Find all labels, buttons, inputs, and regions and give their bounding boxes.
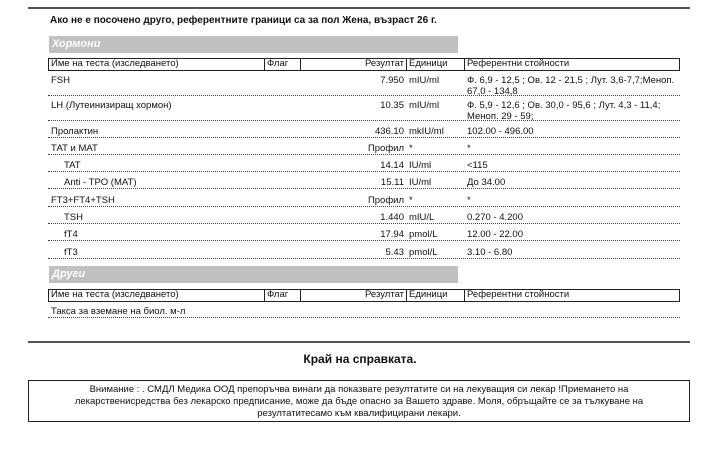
top-divider — [28, 7, 690, 9]
units: pmol/L — [409, 229, 438, 240]
result: 10.35 — [380, 100, 404, 111]
test-name: TAT — [64, 160, 81, 171]
table-row — [48, 175, 680, 189]
units — [406, 306, 464, 317]
result: 17.94 — [380, 229, 404, 240]
report-end: Край на справката. — [303, 352, 417, 366]
col-flag: Флаг — [265, 290, 301, 301]
units: mIU/ml — [409, 100, 440, 111]
units: IU/ml — [409, 177, 432, 188]
table-row — [48, 227, 680, 241]
col-name: Име на теста (изследването) — [49, 290, 265, 301]
result: 7.950 — [380, 75, 404, 86]
result: 5.43 — [385, 247, 404, 258]
flag — [264, 212, 300, 223]
flag — [264, 247, 300, 258]
reference-range: 12.00 - 22.00 — [467, 229, 523, 240]
table-row — [48, 98, 680, 121]
reference-range — [464, 306, 680, 317]
reference-range: 102.00 - 496.00 — [467, 126, 534, 137]
flag — [264, 306, 300, 317]
units: pmol/L — [409, 247, 438, 258]
reference-range: Ф. 6,9 - 12,5 ; Ов. 12 - 21,5 ; Лут. 3,6-7,7;Меноп. 67,0 - 134,8 — [467, 75, 675, 97]
flag — [264, 143, 300, 154]
result: 14.14 — [380, 160, 404, 171]
units: mkIU/ml — [409, 126, 444, 137]
reference-range: * — [467, 195, 471, 206]
section-title-hormones: Хормони — [49, 36, 458, 53]
table-row — [48, 73, 680, 96]
test-name: fT4 — [64, 229, 78, 240]
flag — [264, 195, 300, 206]
flag — [264, 75, 300, 95]
test-name: fT3 — [64, 247, 78, 258]
table-row — [48, 304, 680, 318]
table-row — [48, 141, 680, 155]
result: 436.10 — [374, 126, 404, 137]
flag — [264, 229, 300, 240]
flag — [264, 160, 300, 171]
reference-range: <115 — [467, 160, 488, 171]
test-name: Такса за вземане на биол. м-л — [51, 306, 186, 317]
units: * — [409, 195, 413, 206]
result: 15.11 — [380, 177, 404, 188]
test-name: ТАТ и МАТ — [51, 143, 98, 154]
result: Профил — [367, 143, 404, 154]
reference-range: До 34.00 — [467, 177, 506, 188]
flag — [264, 126, 300, 137]
reference-range: 0.270 - 4.200 — [467, 212, 523, 223]
notice-box: Внимание : . СМДЛ Медика ООД препоръчва винаги да показвате резултатите си на лекуващия си лекар !Приемането на лекарственисредства без лекарско предписание, може да бъде опасно за Вашето здраве. Моля, обръщайте се за тълкуване на резултатитесамо към квалифицирани лекари. — [28, 380, 690, 422]
table-row — [48, 158, 680, 172]
col-ref: Референтни стойности — [467, 58, 570, 69]
units: * — [409, 143, 413, 154]
units: mIU/ml — [409, 75, 440, 86]
test-name: Anti - TPO (MAT) — [64, 177, 137, 188]
col-result: Резултат — [301, 59, 407, 70]
units: IU/ml — [409, 160, 432, 171]
flag — [264, 177, 300, 188]
col-flag: Флаг — [265, 59, 301, 70]
test-name: FT3+FT4+TSH — [51, 195, 115, 206]
table-row — [48, 193, 680, 207]
test-name: FSH — [51, 75, 70, 86]
col-name: Име на теста (изследването) — [49, 59, 265, 70]
units: mIU/L — [409, 212, 435, 223]
table-row — [48, 124, 680, 138]
test-name: LH (Лутеинизиращ хормон) — [51, 100, 172, 111]
reference-range: Ф. 5,9 - 12,6 ; Ов. 30,0 - 95,6 ; Лут. 4,3 - 11,4; Меноп. 29 - 59; — [467, 100, 661, 122]
bottom-divider — [28, 341, 690, 343]
table-header — [48, 58, 680, 71]
flag — [264, 100, 300, 120]
col-result: Резултат — [301, 290, 407, 301]
reference-range: 3.10 - 6.80 — [467, 247, 513, 258]
reference-range: * — [467, 143, 471, 154]
table-row — [48, 245, 680, 259]
result: Профил — [367, 195, 404, 206]
col-units: Единици — [407, 290, 465, 301]
col-units: Единици — [407, 59, 465, 70]
test-name: TSH — [64, 212, 83, 223]
section-title-other: Други — [49, 266, 458, 283]
result — [300, 306, 406, 317]
test-name: Пролактин — [51, 126, 99, 137]
table-header — [48, 289, 680, 302]
reference-note: Ако не е посочено друго, референтните граници са за пол Жена, възраст 26 г. — [50, 15, 437, 26]
result: 1.440 — [380, 212, 404, 223]
col-ref: Референтни стойности — [467, 289, 570, 300]
table-row — [48, 210, 680, 224]
